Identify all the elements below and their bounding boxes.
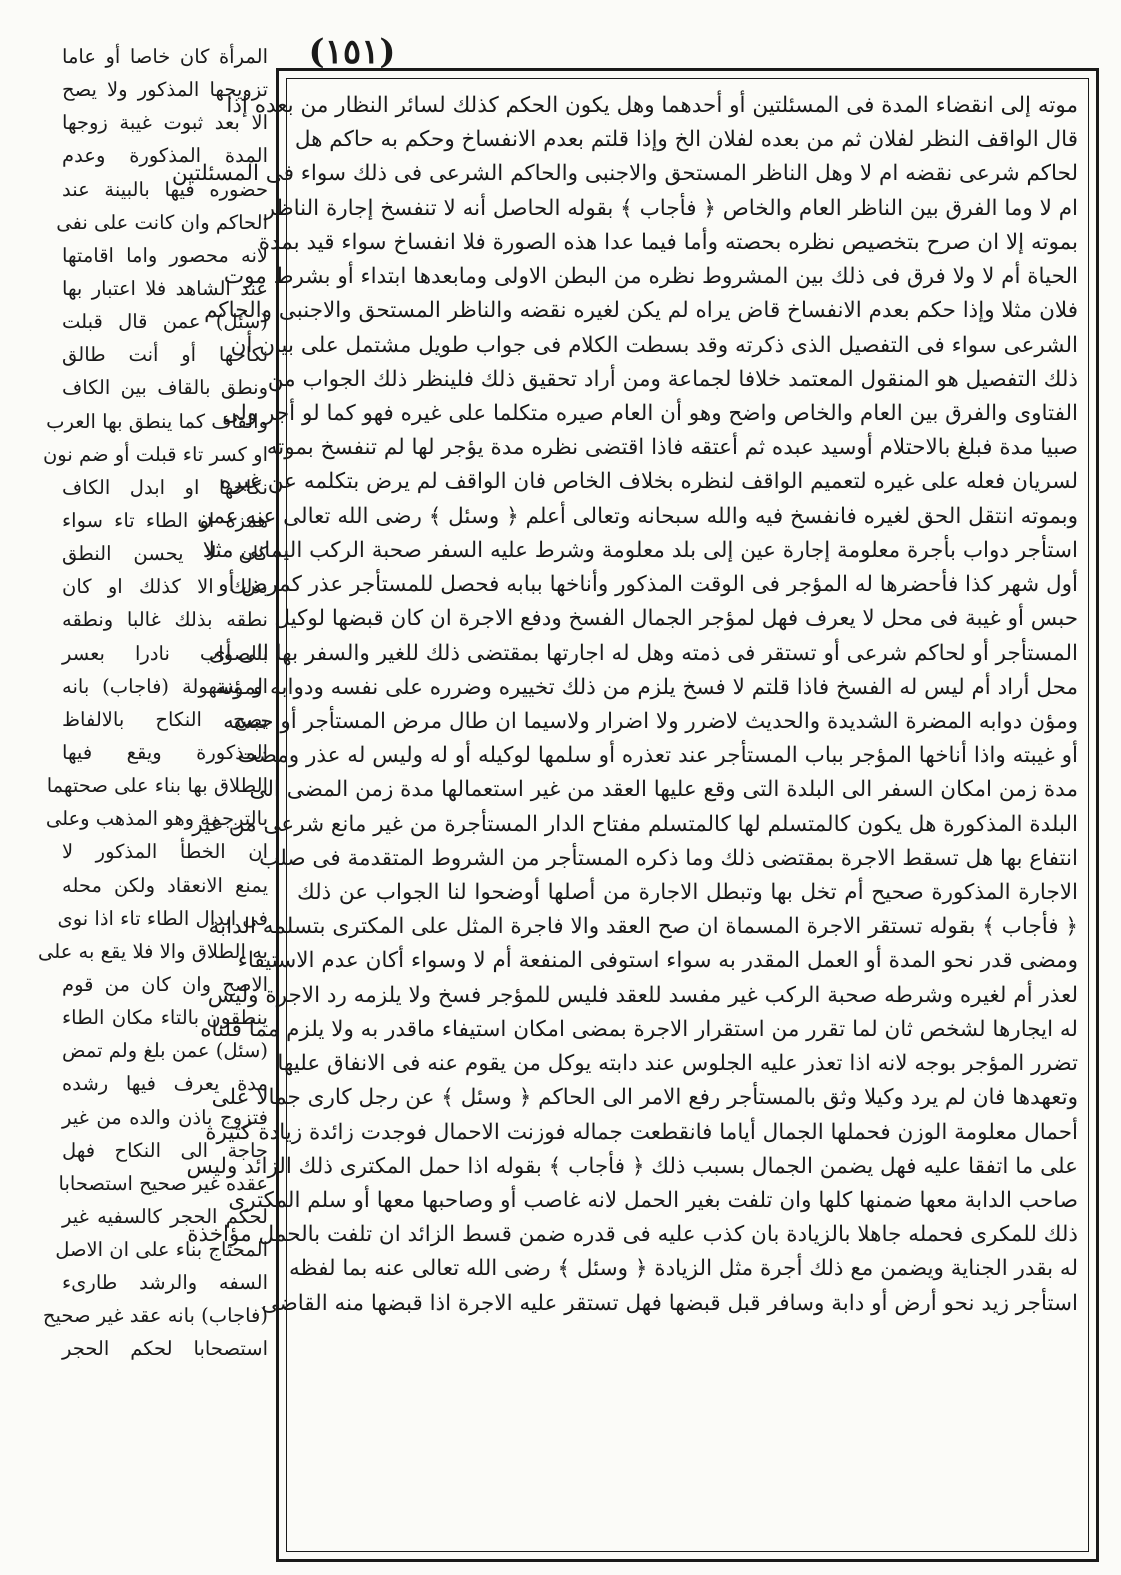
main-text-line: الفتاوى والفرق بين العام والخاص واضح وهو أن العام صيره متكلما على غيره فهو كما لو أجر ولى: [222, 400, 1078, 426]
main-text-line: الحياة أم لا ولا فرق فى ذلك بين المشروط نظره من البطن الاولى ومابعدها ابتداء أو بشرط موت: [223, 264, 1078, 290]
main-text-body: [171, 78, 1089, 1552]
main-text-line: مدة زمن امكان السفر الى البلدة التى وقع عليها العقد من غير استعمالها مدة زمن المضى الى: [249, 777, 1078, 803]
margin-text-line: (فاجاب) بانه عقد غير صحيح: [42, 1304, 268, 1328]
main-text-line: حبس أو غيبة فى محل لا يعرف فهل لمؤجر الجمال الفسخ ودفع الاجرة ان كان قبضها لوكيل: [274, 606, 1078, 632]
margin-text-line: المحتاج بناء على ان الاصل: [55, 1238, 268, 1262]
main-text-line: استأجر دواب بأجرة معلومة إجارة عين إلى بلد معلومة وشرط عليه السفر صحبة الركب اليمانى مثلا: [202, 537, 1078, 563]
main-text-frame: [171, 68, 1099, 1562]
main-text-line: أو غيبته واذا أناخها المؤجر بباب المستأجر عند تعذره أو سلمها لوكيله أو له وليس له عذر ومضت: [237, 743, 1078, 769]
margin-text-line: بالصواب نادرا بعسر: [62, 641, 268, 665]
margin-text-line: مدة يعرف فيها رشده: [62, 1072, 268, 1096]
margin-text-line: حاجة الى النكاح فهل: [62, 1138, 268, 1162]
margin-text-line: الطلاق بها بناء على صحتهما: [46, 774, 268, 798]
margin-text-line: همزة او الطاء تاء سواء: [62, 508, 268, 532]
main-text-line: ام لا وما الفرق بين الناظر العام والخاص ﴿ فأجاب ﴾ بقوله الحاصل أنه لا تنفسخ إجارة الناظر: [264, 195, 1078, 221]
main-text-line: صاحب الدابة معها ضمنها كلها وان تلفت بغير الحمل لانه غاصب أو وصاحبها معها أو سلم المكترى: [228, 1188, 1078, 1213]
main-text-line: له بقدر الجناية ويضمن مع ذلك أجرة مثل الزيادة ﴿ وسئل ﴾ رضى الله تعالى عنه بما لفظه: [288, 1256, 1078, 1282]
main-text-line: لعذر أم لغيره وشرطه صحبة الركب غير مفسد للعقد فليس للمؤجر فسخ ولا يلزمه رد الاجرة وليس: [207, 982, 1078, 1008]
main-text-line: وبموته انتقل الحق لغيره فانفسخ فيه والله سبحانه وتعالى أعلم ﴿ وسئل ﴾ رضى الله تعالى عنه عمن: [196, 503, 1078, 529]
margin-text-line: نكاحها أو أنت طالق: [62, 343, 268, 367]
main-text-line: الاجارة المذكورة صحيح أم تخل بها وتبطل الاجارة من أصلها أوضحوا لنا الجواب عن ذلك: [297, 880, 1078, 906]
main-text-line: موته إلى انقضاء المدة فى المسئلتين أو أحدهما وهل يكون الحكم كذلك لسائر النظار من بعده إذا: [226, 93, 1078, 118]
main-text-line: أحمال معلومة الوزن فحملها الجمال أياما فانقطعت جماله فوزنت الاحمال فوجدت زائدة زيادة كثيرة: [205, 1119, 1078, 1145]
main-text-line: صبيا مدة فبلغ بالاحتلام أوسيد عبده ثم أعتقه فاذا اقتضى نظره مدة يؤجر لها لم تنفسخ بموته: [266, 435, 1078, 461]
margin-text-line: كان لا يحسن النطق: [62, 542, 268, 566]
margin-text-line: لانه محصور واما اقامتها: [62, 243, 268, 267]
margin-text-line: ينطقون بالتاء مكان الطاء: [62, 1006, 268, 1030]
main-text-line: له ايجارها لشخص ثان لما تقرر من استقرار الاجرة بمضى امكان استيفاء ماقدر به ولا يلزم مما قلناه: [200, 1016, 1078, 1042]
margin-text-line: بذلك الا كذلك او كان: [62, 575, 268, 599]
main-text-line: لحاكم شرعى نقضه ام لا وهل الناظر المستحق والاجنبى والحاكم الشرعى فى ذلك سواء فى المسئلتين: [171, 161, 1078, 187]
margin-text-line: يصح النكاح بالالفاظ: [62, 707, 268, 731]
margin-text-line: ان الخطأ المذكور لا: [62, 840, 268, 864]
main-text-line: أول شهر كذا فأحضرها له المؤجر فى الوقت المذكور وأناخها ببابه فحصل للمستأجر عذر كمرض أو: [218, 572, 1078, 598]
main-text-line: ومضى قدر نحو المدة أو العمل المقدر به سواء استوفى المنفعة أم لا وسواء أكان عدم الاستيفاء: [237, 948, 1078, 974]
main-text-line: المستأجر أو لحاكم شرعى أو تستقر فى ذمته وهل له اجارتها بمقتضى ذلك للغير والسفر بها الى أى: [208, 640, 1078, 666]
main-text-line: استأجر زيد نحو أرض أو دابة وسافر قبل قبضها فهل تستقر عليه الاجرة اذا قبضها منه القاضى: [261, 1290, 1078, 1316]
margin-text-line: لحكم الحجر كالسفيه غير: [62, 1204, 268, 1228]
margin-text-line: عقده غير صحيح استصحابا: [58, 1171, 268, 1195]
main-text-line: محل أراد أم ليس له الفسخ فاذا قلتم لا فسخ يلزم من ذلك تخييره وضرره على نفسه ودوابه لمؤنة: [215, 674, 1078, 700]
margin-text-line: فتزوج باذن والده من غير: [62, 1105, 268, 1129]
main-text-line: قال الواقف النظر لفلان ثم من بعده لفلان الخ وإذا قلتم بعدم الانفساخ وحكم به حاكم هل: [294, 127, 1078, 153]
margin-text-line: او بسهولة (فاجاب) بانه: [62, 674, 268, 698]
main-text-line: لسريان فعله على غيره لتعميم الواقف لنظره بخلاف الخاص فان الواقف لم يرض بتكلمه عن غيره: [220, 469, 1078, 495]
margin-text-line: او كسر تاء قبلت أو ضم نون: [42, 442, 268, 466]
margin-text-line: بالترجمة وهو المذهب وعلى: [45, 807, 268, 831]
margin-text-line: نكاحها او ابدل الكاف: [62, 475, 268, 499]
main-text-line: ذلك التفصيل هو المنقول المعتمد خلافا لجماعة ومن أراد تحقيق ذلك فلينظر ذلك الجواب من: [267, 366, 1078, 392]
main-text-line: البلدة المذكورة هل يكون كالمتسلم لها كالمتسلم مفتاح الدار المستأجرة من غير مانع شرعى من غير: [192, 811, 1078, 837]
margin-text-line: (سئل) عمن قال قبلت: [62, 310, 268, 334]
margin-text-line: فى ابدال الطاء تاء اذا نوى: [57, 906, 268, 930]
margin-text-line: الاصح وان كان من قوم: [62, 972, 268, 996]
margin-text-line: به الطلاق والا فلا يقع به على: [37, 939, 268, 963]
margin-text-line: نطقه بذلك غالبا ونطقه: [62, 608, 268, 632]
margin-text-line: عند الشاهد فلا اعتبار بها: [62, 276, 268, 300]
margin-text-line: الا بعد ثبوت غيبة زوجها: [62, 111, 268, 135]
main-text-line: انتفاع بها هل تسقط الاجرة بمقتضى ذلك وما ذكره المستأجر من الشروط المتقدمة فى صلب: [259, 845, 1078, 871]
margin-text-line: المذكورة ويقع فيها: [62, 740, 268, 764]
margin-text-line: (سئل) عمن بلغ ولم تمض: [62, 1039, 268, 1063]
main-text-line: تضرر المؤجر بوجه لانه اذا تعذر عليه الجلوس عند دابته يوكل من يقوم عنه فى الانفاق عليها: [277, 1051, 1078, 1077]
main-text-line: بموته إلا ان صرح بتخصيص نظره بحصته وأما فيما عدا هذه الصورة فلا انفساخ سواء قيد بمدة: [258, 229, 1078, 255]
main-text-line: على ما اتفقا عليه فهل يضمن الجمال بسبب ذلك ﴿ فأجاب ﴾ بقوله اذا حمل المكترى ذلك الزائد وليس: [186, 1153, 1078, 1179]
margin-text-line: حضوره فيها بالبينة عند: [62, 177, 268, 201]
margin-text-line: السفه والرشد طارىء: [62, 1271, 268, 1295]
margin-text-line: والقاف كما ينطق بها العرب: [46, 409, 268, 433]
main-text-line: الشرعى سواء فى التفصيل الذى ذكرته وقد بسطت الكلام فى جواب طويل مشتمل على بيان أن: [230, 332, 1078, 358]
margin-text-line: ونطق بالقاف بين الكاف: [62, 376, 268, 400]
margin-text-line: الحاكم وان كانت على نفى: [56, 210, 268, 234]
margin-text-line: المدة المذكورة وعدم: [62, 144, 268, 168]
margin-text-line: المرأة كان خاصا أو عاما: [62, 45, 268, 68]
margin-text-line: استصحابا لحكم الحجر: [62, 1337, 268, 1361]
main-text-line: فلان مثلا وإذا حكم بعدم الانفساخ قاض يراه لم يكن لغيره نقضه والناظر المستحق والاجنبى والحاكم: [204, 298, 1078, 324]
page-number: (١٥١): [308, 32, 396, 72]
main-text-line: ومؤن دوابه المضرة الشديدة والحديث لاضرر ولا اضرار ولاسيما ان طال مرض المستأجر أو حبسه: [223, 708, 1078, 734]
main-text-line: وتعهدها فان لم يرد وكيلا وثق بالمستأجر رفع الامر الى الحاكم ﴿ وسئل ﴾ عن رجل كارى جمالا على: [211, 1085, 1078, 1111]
main-text-line: ﴿ فأجاب ﴾ بقوله تستقر الاجرة المسماة ان صح العقد والا فاجرة المثل على المكترى بتسلمه الدابة: [208, 914, 1078, 940]
margin-text-line: يمنع الانعقاد ولكن محله: [62, 873, 268, 897]
margin-text-line: تزويجها المذكور ولا يصح: [62, 78, 268, 102]
main-text-line: ذلك للمكرى فحمله جاهلا بالزيادة بان كذب عليه فى قدره ضمن قسط الزائد ان تلفت بالحمل مؤاخذة: [187, 1222, 1078, 1248]
